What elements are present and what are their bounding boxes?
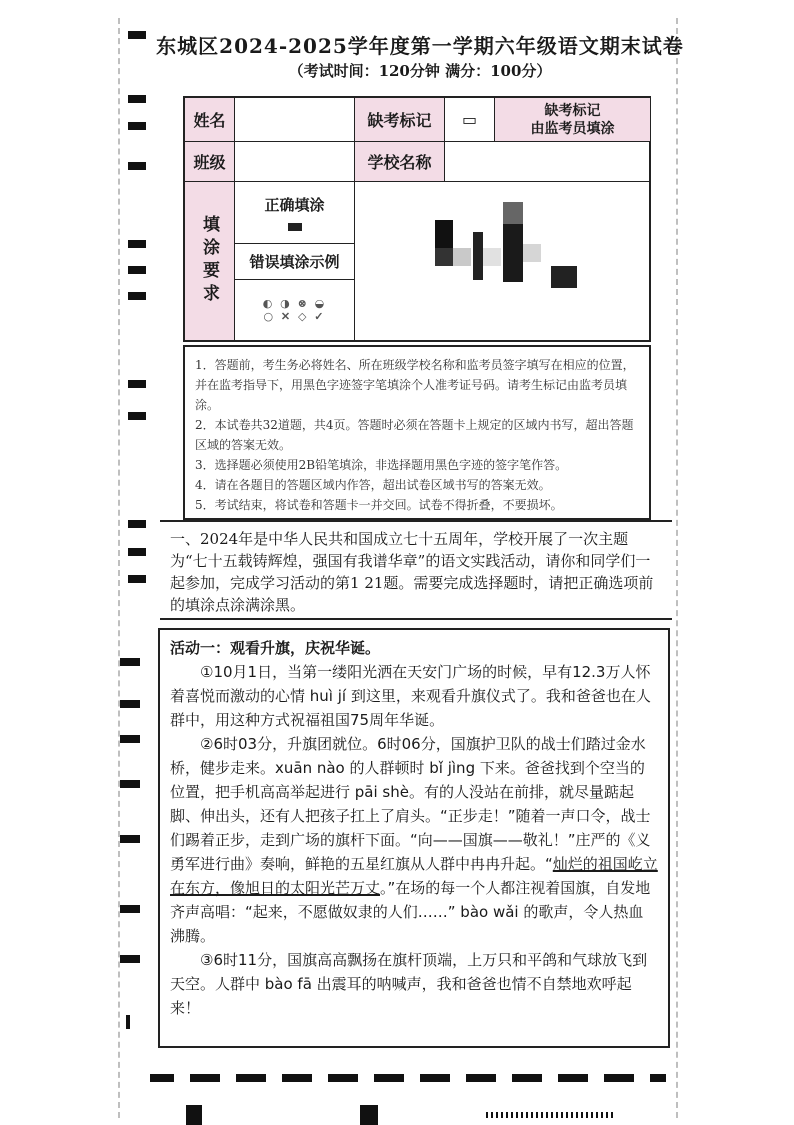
alignment-mark (120, 905, 140, 913)
student-info-table (183, 96, 651, 342)
alignment-mark (128, 380, 146, 388)
barcode-block (435, 220, 453, 248)
exam-title: 东城区2024-2025学年度第一学期六年级语文期末试卷 (156, 34, 684, 58)
alignment-mark (120, 835, 140, 843)
school-field[interactable] (445, 142, 651, 182)
footer-mark (420, 1074, 450, 1082)
wrong-fill-label: 错误填涂示例 (249, 253, 340, 271)
alignment-mark (128, 292, 146, 300)
alignment-mark (128, 266, 146, 274)
alignment-mark (120, 700, 140, 708)
absent-mark-label: 缺考标记 (355, 98, 445, 142)
name-field[interactable] (235, 98, 355, 142)
barcode-block (483, 248, 501, 266)
barcode-block (453, 248, 471, 266)
footer-mark (190, 1074, 220, 1082)
class-field[interactable] (235, 142, 355, 182)
name-label: 姓名 (185, 98, 235, 142)
alignment-mark (128, 95, 146, 103)
barcode-block (523, 244, 541, 262)
underlined-sentence: 灿烂的祖国屹立在东方，像旭日的太阳光芒万丈 (170, 855, 658, 897)
instruction-item: 3．选择题必须使用2B铅笔填涂，非选择题用黑色字迹的签字笔作答。 (195, 458, 568, 472)
activity-heading: 活动一：观看升旗，庆祝华诞。 (170, 639, 381, 657)
footer-mark (150, 1074, 174, 1082)
wrong-sample-symbols: ◐ ◑ ⊗ ◒ (262, 297, 327, 310)
alignment-mark (128, 412, 146, 420)
alignment-mark (128, 548, 146, 556)
alignment-mark (128, 575, 146, 583)
barcode-block (473, 232, 483, 280)
barcode-area (355, 182, 651, 340)
footer-mark (374, 1074, 404, 1082)
wrong-fill-samples (235, 280, 355, 340)
exam-instructions (183, 345, 651, 520)
alignment-mark (128, 162, 146, 170)
footer-mark (236, 1074, 266, 1082)
absent-mark-box[interactable]: ▭ (445, 98, 495, 142)
alignment-mark (120, 658, 140, 666)
fill-requirement-cell (185, 182, 235, 340)
alignment-mark (128, 122, 146, 130)
exam-subtitle: （考试时间：120分钟 满分：100分） (288, 62, 552, 80)
fill-requirement-label: 填涂要求 (199, 215, 219, 307)
absent-note-line1: 缺考标记 (544, 102, 601, 119)
alignment-mark (128, 240, 146, 248)
paragraph-2-text: ②6时03分，升旗团就位。6时06分，国旗护卫队的战士们踏过金水桥，健步走来。xuān nào 的人群顿时 bǐ jìng 下来。爸爸找到个空当的位置，把手机高高举起进行 pāi shè。有的人没站在前排，就尽量踮起脚、伸出头，还有人把孩子扛上了肩头。“正步走！”随着一声口令，战士们踢着正步，走到广场的旗杆下面。“向——国旗——敬礼！”庄严的《义勇军进行曲》奏响，鲜艳的五星红旗从人群中冉冉升起。“ (170, 735, 651, 873)
alignment-mark (126, 1015, 130, 1029)
class-label: 班级 (185, 142, 235, 182)
section-one-intro: 一、2024年是中华人民共和国成立七十五周年，学校开展了一次主题为“七十五载铸辉煌，强国有我谱华章”的语文实践活动，请你和同学们一起参加，完成学习活动的第1 21题。需要完成选择题时，请把正确选项前的填涂点涂满涂黑。 (160, 520, 672, 620)
absent-note-line2: 由监考员填涂 (530, 120, 615, 137)
footer-mark (328, 1074, 358, 1082)
footer-mark (466, 1074, 496, 1082)
wrong-fill-label-cell (235, 244, 355, 280)
instruction-item: 1．答题前，考生务必将姓名、所在班级学校名称和监考员签字填写在相应的位置，并在监考指导下，用黑色字迹签字笔填涂个人准考证号码。请考生标记由监考员填涂。 (195, 358, 635, 412)
barcode-block (503, 224, 523, 282)
instruction-item: 4．请在各题目的答题区域内作答，超出试卷区域书写的答案无效。 (195, 478, 551, 492)
barcode-block (551, 266, 577, 288)
correct-fill-label: 正确填涂 (264, 196, 325, 214)
alignment-mark (128, 31, 146, 39)
paragraph-1: ①10月1日，当第一缕阳光洒在天安门广场的时候，早有12.3万人怀着喜悦而激动的心情 huì jí 到这里，来观看升旗仪式了。我和爸爸也在人群中，用这种方式祝福祖国75周年华诞。 (170, 663, 651, 729)
correct-fill-sample (288, 223, 302, 231)
paragraph-2-tail: 。”在场的每一个人都注视着国旗，自发地齐声高唱：“起来，不愿做奴隶的人们……” bào wǎi 的歌声，令人热血沸腾。 (170, 879, 651, 945)
alignment-mark (128, 520, 146, 528)
correct-fill-cell (235, 182, 355, 244)
footer-mark (512, 1074, 542, 1082)
barcode-block (435, 248, 453, 266)
footer-mark (604, 1074, 634, 1082)
paragraph-2 (170, 732, 658, 948)
activity-one-passage (158, 628, 670, 1048)
alignment-mark (120, 780, 140, 788)
footer-mark (650, 1074, 666, 1082)
footer-block (186, 1105, 202, 1125)
absent-mark-note (495, 98, 651, 142)
school-label: 学校名称 (355, 142, 445, 182)
instruction-item: 2．本试卷共32道题，共4页。答题时必须在答题卡上规定的区域内书写，超出答题区域的答案无效。 (195, 418, 634, 452)
instruction-list (195, 355, 639, 515)
footer-barcode (486, 1112, 616, 1118)
footer-mark (282, 1074, 312, 1082)
alignment-mark (120, 735, 140, 743)
paragraph-3: ③6时11分，国旗高高飘扬在旗杆顶端，上万只和平鸽和气球放飞到天空。人群中 bào fā 出震耳的呐喊声，我和爸爸也情不自禁地欢呼起来！ (170, 951, 648, 1017)
wrong-sample-symbols: ○ ✕ ◇ ✓ (263, 310, 326, 323)
footer-mark (558, 1074, 588, 1082)
footer-block (360, 1105, 378, 1125)
instruction-item: 5．考试结束，将试卷和答题卡一并交回。试卷不得折叠，不要损坏。 (195, 498, 563, 512)
alignment-mark (120, 955, 140, 963)
barcode-block (503, 202, 523, 224)
